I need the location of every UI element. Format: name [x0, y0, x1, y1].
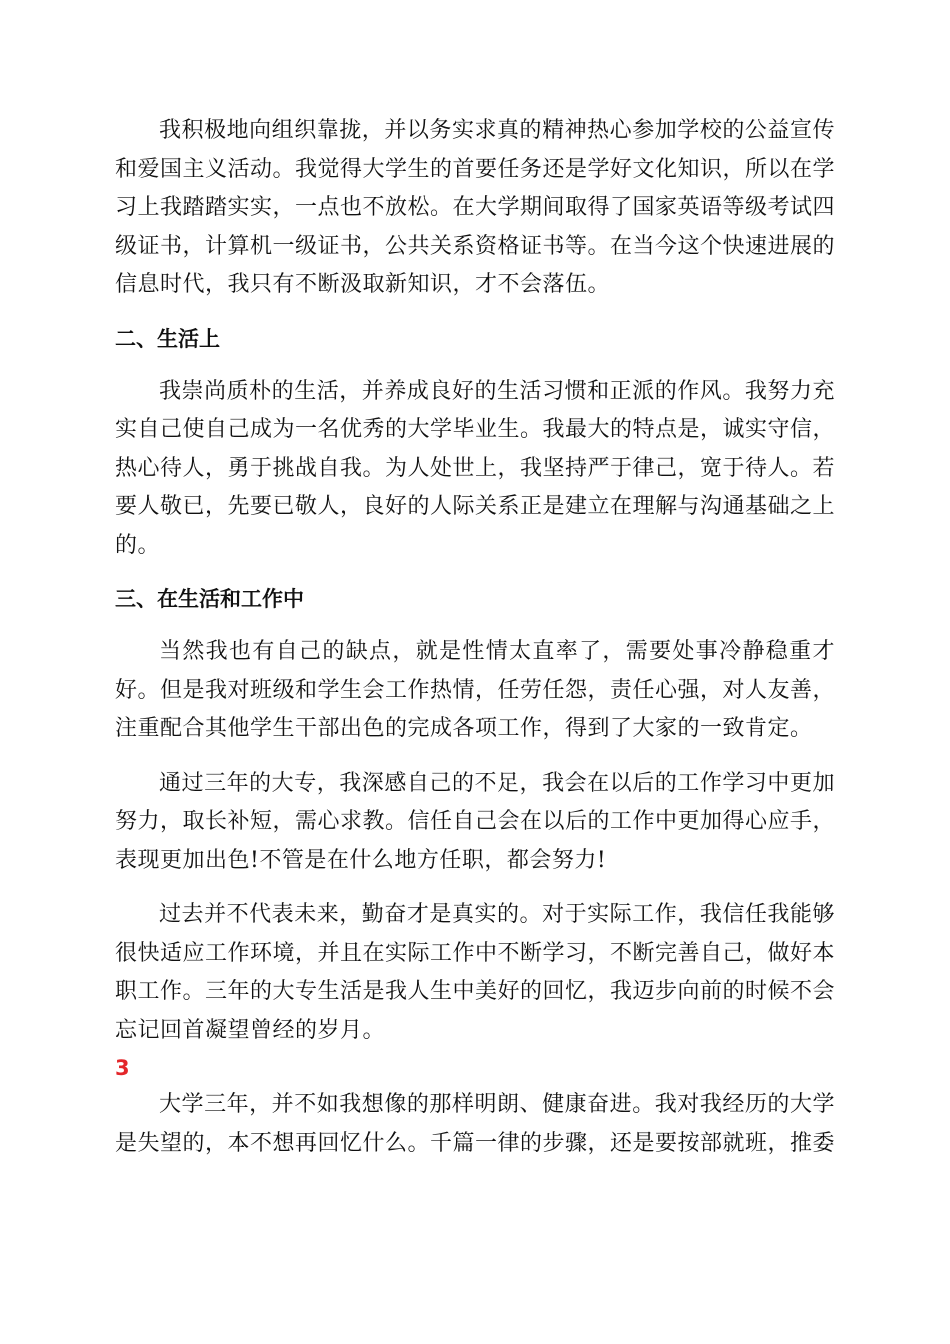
body-paragraph: 过去并不代表未来，勤奋才是真实的。对于实际工作，我信任我能够很快适应工作环境，并且在实际工作中不断学习，不断完善自己，做好本职工作。三年的大专生活是我人生中美好的回忆，我迈步向前的时候不会忘记回首凝望曾经的岁月。 [115, 902, 836, 1043]
body-paragraph: 当然我也有自己的缺点，就是性情太直率了，需要处事冷静稳重才好。但是我对班级和学生会工作热情，任劳任怨，责任心强，对人友善，注重配合其他学生干部出色的完成各项工作，得到了大家的一致肯定。 [115, 639, 836, 741]
section-heading-life: 二、生活上 [115, 326, 220, 351]
body-paragraph: 我崇尚质朴的生活，并养成良好的生活习惯和正派的作风。我努力充实自己使自己成为一名优秀的大学毕业生。我最大的特点是，诚实守信，热心待人，勇于挑战自我。为人处世上，我坚持严于律己，宽于待人。若要人敬已，先要已敬人，良好的人际关系正是建立在理解与沟通基础之上的。 [115, 378, 836, 558]
body-paragraph: 我积极地向组织靠拢，并以务实求真的精神热心参加学校的公益宣传和爱国主义活动。我觉得大学生的首要任务还是学好文化知识，所以在学习上我踏踏实实，一点也不放松。在大学期间取得了国家英语等级考试四级证书，计算机一级证书，公共关系资格证书等。在当今这个快速进展的信息时代，我只有不断汲取新知识，才不会落伍。 [115, 118, 836, 297]
body-paragraph: 通过三年的大专，我深感自己的不足，我会在以后的工作学习中更加努力，取长补短，需心求教。信任自己会在以后的工作中更加得心应手，表现更加出色!不管是在什么地方任职，都会努力! [115, 770, 836, 873]
section-heading-life-and-work: 三、在生活和工作中 [115, 587, 304, 611]
body-paragraph: 大学三年，并不如我想像的那样明朗、健康奋进。我对我经历的大学是失望的，本不想再回忆什么。千篇一律的步骤，还是要按部就班，推委 [115, 1092, 836, 1156]
section-number: 3 [115, 1056, 130, 1080]
